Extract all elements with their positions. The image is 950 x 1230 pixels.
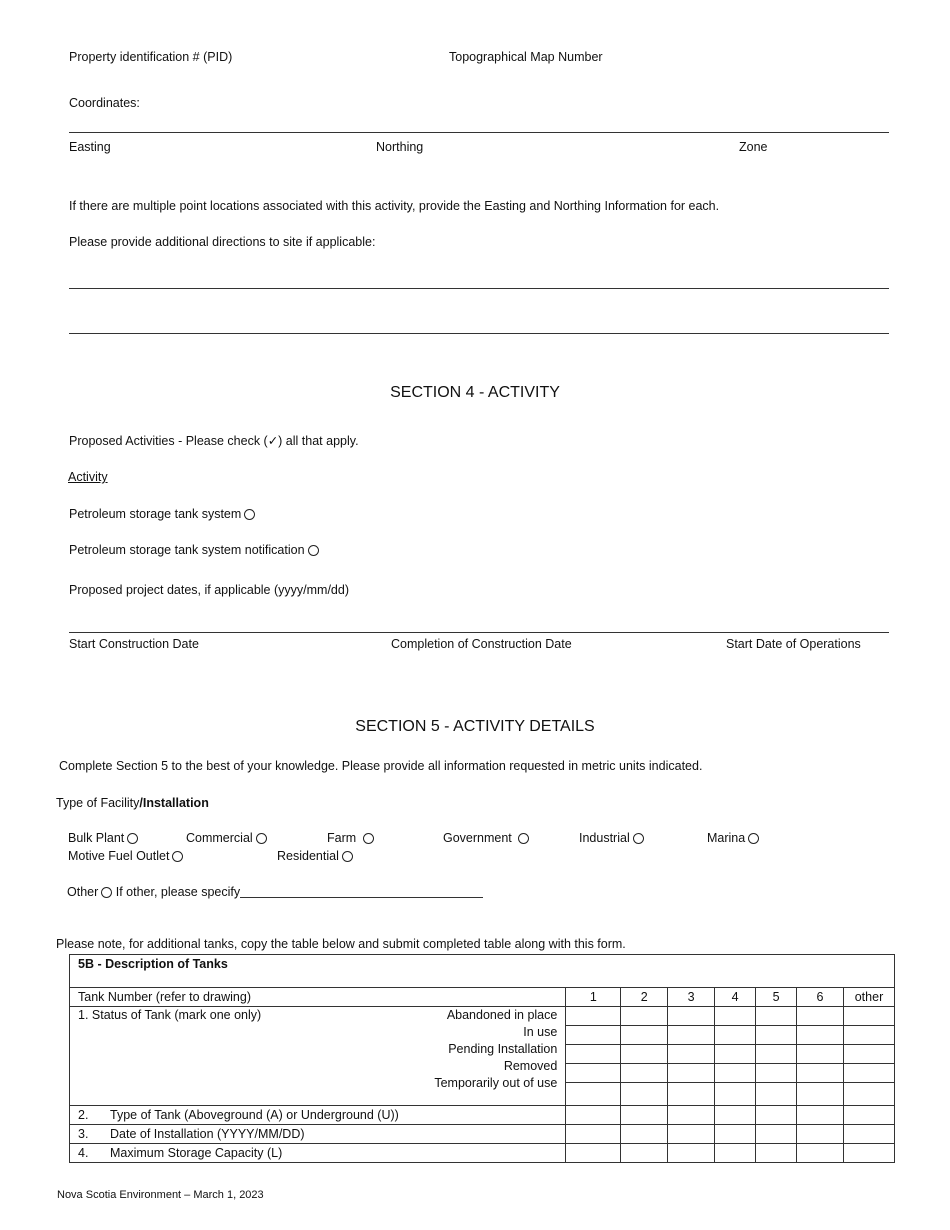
- input-cell[interactable]: [797, 1144, 844, 1163]
- input-cell[interactable]: [668, 1106, 715, 1125]
- input-cell[interactable]: [843, 1045, 894, 1064]
- facility-government[interactable]: [443, 831, 529, 845]
- input-cell[interactable]: [797, 1106, 844, 1125]
- bulk-plant-radio[interactable]: [127, 833, 138, 844]
- input-cell[interactable]: [843, 1007, 894, 1026]
- project-dates-line[interactable]: [69, 632, 889, 633]
- status-option: Temporarily out of use: [434, 1076, 558, 1090]
- input-cell[interactable]: [797, 1007, 844, 1026]
- government-radio[interactable]: [518, 833, 529, 844]
- input-cell[interactable]: [668, 1083, 715, 1106]
- other-specify-label: If other, please specify: [115, 885, 241, 899]
- input-cell[interactable]: [715, 1125, 756, 1144]
- column-header: 2: [621, 988, 668, 1007]
- input-cell[interactable]: [566, 1045, 621, 1064]
- pid-label: Property identification # (PID): [69, 50, 233, 64]
- motive-fuel-outlet-radio[interactable]: [172, 851, 183, 862]
- project-dates-label: Proposed project dates, if applicable (yyyy/mm/dd): [69, 583, 349, 597]
- input-cell[interactable]: [566, 1144, 621, 1163]
- status-row-0: [78, 1008, 557, 1022]
- tank-description-table: [69, 954, 895, 1163]
- facility-industrial[interactable]: [579, 831, 644, 845]
- input-cell[interactable]: [668, 1007, 715, 1026]
- section4-instruction: Proposed Activities - Please check (✓) all that apply.: [69, 434, 359, 448]
- facility-label: Government: [443, 831, 512, 845]
- other-label: Other: [67, 885, 99, 899]
- input-cell[interactable]: [756, 1125, 797, 1144]
- column-header: 4: [715, 988, 756, 1007]
- status-option: In use: [523, 1025, 558, 1039]
- input-cell[interactable]: [756, 1083, 797, 1106]
- input-cell[interactable]: [566, 1026, 621, 1045]
- input-cell[interactable]: [621, 1026, 668, 1045]
- coordinates-line[interactable]: [69, 132, 889, 133]
- input-cell[interactable]: [668, 1144, 715, 1163]
- input-cell[interactable]: [715, 1064, 756, 1083]
- input-cell[interactable]: [797, 1026, 844, 1045]
- facility-farm[interactable]: [327, 831, 374, 845]
- status-label: 1. Status of Tank (mark one only): [78, 1008, 262, 1022]
- table-title: 5B - Description of Tanks: [70, 955, 895, 988]
- input-cell[interactable]: [843, 1083, 894, 1106]
- input-cell[interactable]: [668, 1125, 715, 1144]
- input-cell[interactable]: [566, 1106, 621, 1125]
- input-cell[interactable]: [668, 1064, 715, 1083]
- facility-type-label-bold: /Installation: [139, 796, 209, 810]
- section5-title: SECTION 5 - ACTIVITY DETAILS: [355, 718, 595, 735]
- coordinates-label: Coordinates:: [69, 96, 140, 110]
- storage-capacity-label: [70, 1144, 566, 1163]
- start-operations-label: Start Date of Operations: [726, 637, 861, 651]
- residential-radio[interactable]: [342, 851, 353, 862]
- input-cell[interactable]: [843, 1106, 894, 1125]
- input-cell[interactable]: [715, 1045, 756, 1064]
- northing-label: Northing: [376, 140, 424, 154]
- zone-label: Zone: [739, 140, 768, 154]
- section5-instruction: Complete Section 5 to the best of your knowledge. Please provide all information requested in metric units indicated.: [59, 759, 703, 773]
- column-header: 1: [566, 988, 621, 1007]
- input-cell[interactable]: [715, 1144, 756, 1163]
- petroleum-tank-notification-radio[interactable]: [308, 545, 319, 556]
- input-cell[interactable]: [668, 1045, 715, 1064]
- input-cell[interactable]: [797, 1064, 844, 1083]
- facility-label: Marina: [707, 831, 746, 845]
- option-label: Petroleum storage tank system: [69, 507, 242, 521]
- facility-motive-fuel-outlet[interactable]: [68, 849, 183, 863]
- input-cell[interactable]: [668, 1026, 715, 1045]
- input-cell[interactable]: [756, 1007, 797, 1026]
- other-specify-field[interactable]: [240, 885, 483, 898]
- input-cell[interactable]: [797, 1083, 844, 1106]
- footer-text: Nova Scotia Environment – March 1, 2023: [57, 1189, 264, 1201]
- input-cell[interactable]: [566, 1125, 621, 1144]
- tank-type-label: [70, 1106, 566, 1125]
- row-label: Date of Installation (YYYY/MM/DD): [110, 1127, 305, 1141]
- status-option: Abandoned in place: [446, 1008, 558, 1022]
- facility-label: Bulk Plant: [68, 831, 125, 845]
- multiple-locations-note: If there are multiple point locations associated with this activity, provide the Easting and Northing Information for each.: [69, 199, 720, 213]
- input-cell[interactable]: [843, 1144, 894, 1163]
- input-cell[interactable]: [715, 1083, 756, 1106]
- input-cell[interactable]: [621, 1144, 668, 1163]
- facility-residential[interactable]: [277, 849, 353, 863]
- facility-label: Motive Fuel Outlet: [68, 849, 170, 863]
- input-cell[interactable]: [621, 1045, 668, 1064]
- other-radio[interactable]: [101, 887, 112, 898]
- row-number: 2.: [78, 1108, 89, 1122]
- input-cell[interactable]: [797, 1125, 844, 1144]
- input-cell[interactable]: [756, 1144, 797, 1163]
- status-option: Pending Installation: [448, 1042, 558, 1056]
- petroleum-tank-system-radio[interactable]: [244, 509, 255, 520]
- facility-label: Residential: [277, 849, 339, 863]
- activity-heading: Activity: [68, 470, 108, 484]
- option-petroleum-tank-notification[interactable]: [69, 543, 319, 557]
- input-cell[interactable]: [843, 1026, 894, 1045]
- row-number: 4.: [78, 1146, 89, 1160]
- installation-date-label: [70, 1125, 566, 1144]
- input-cell[interactable]: [756, 1064, 797, 1083]
- input-cell[interactable]: [621, 1007, 668, 1026]
- status-option: Removed: [503, 1059, 558, 1073]
- commercial-radio[interactable]: [256, 833, 267, 844]
- start-construction-label: Start Construction Date: [69, 637, 199, 651]
- input-cell[interactable]: [756, 1045, 797, 1064]
- facility-commercial[interactable]: [186, 831, 267, 845]
- topo-map-label: Topographical Map Number: [449, 50, 603, 64]
- input-cell[interactable]: [715, 1106, 756, 1125]
- directions-line-2[interactable]: [69, 333, 889, 334]
- tank-number-label: Tank Number (refer to drawing): [70, 988, 566, 1007]
- input-cell[interactable]: [715, 1007, 756, 1026]
- input-cell[interactable]: [566, 1083, 621, 1106]
- easting-label: Easting: [69, 140, 111, 154]
- facility-type-label: [56, 796, 209, 810]
- input-cell[interactable]: [715, 1026, 756, 1045]
- input-cell[interactable]: [621, 1083, 668, 1106]
- input-cell[interactable]: [756, 1026, 797, 1045]
- section4-title: SECTION 4 - ACTIVITY: [390, 384, 560, 401]
- column-header: 3: [668, 988, 715, 1007]
- directions-line-1[interactable]: [69, 288, 889, 289]
- industrial-radio[interactable]: [633, 833, 644, 844]
- input-cell[interactable]: [756, 1106, 797, 1125]
- option-petroleum-tank-system[interactable]: [69, 507, 255, 521]
- facility-marina[interactable]: [707, 831, 759, 845]
- option-label: Petroleum storage tank system notification: [69, 543, 305, 557]
- input-cell[interactable]: [566, 1064, 621, 1083]
- marina-radio[interactable]: [748, 833, 759, 844]
- row-label: Type of Tank (Aboveground (A) or Underground (U)): [110, 1108, 399, 1122]
- status-label-cell: [70, 1007, 566, 1106]
- input-cell[interactable]: [843, 1064, 894, 1083]
- facility-bulk-plant[interactable]: [68, 831, 138, 845]
- column-header: 6: [797, 988, 844, 1007]
- facility-type-label-plain: Type of Facility: [56, 796, 140, 810]
- table-note: Please note, for additional tanks, copy the table below and submit completed table along with this form.: [56, 937, 626, 951]
- facility-other[interactable]: [67, 885, 483, 899]
- completion-construction-label: Completion of Construction Date: [391, 637, 572, 651]
- input-cell[interactable]: [843, 1125, 894, 1144]
- directions-label: Please provide additional directions to site if applicable:: [69, 235, 376, 249]
- input-cell[interactable]: [621, 1125, 668, 1144]
- farm-radio[interactable]: [363, 833, 374, 844]
- input-cell[interactable]: [621, 1106, 668, 1125]
- column-header: 5: [756, 988, 797, 1007]
- input-cell[interactable]: [621, 1064, 668, 1083]
- row-number: 3.: [78, 1127, 89, 1141]
- input-cell[interactable]: [797, 1045, 844, 1064]
- column-header: other: [843, 988, 894, 1007]
- facility-label: Commercial: [186, 831, 253, 845]
- row-label: Maximum Storage Capacity (L): [110, 1146, 283, 1160]
- facility-label: Farm: [327, 831, 357, 845]
- input-cell[interactable]: [566, 1007, 621, 1026]
- facility-label: Industrial: [579, 831, 630, 845]
